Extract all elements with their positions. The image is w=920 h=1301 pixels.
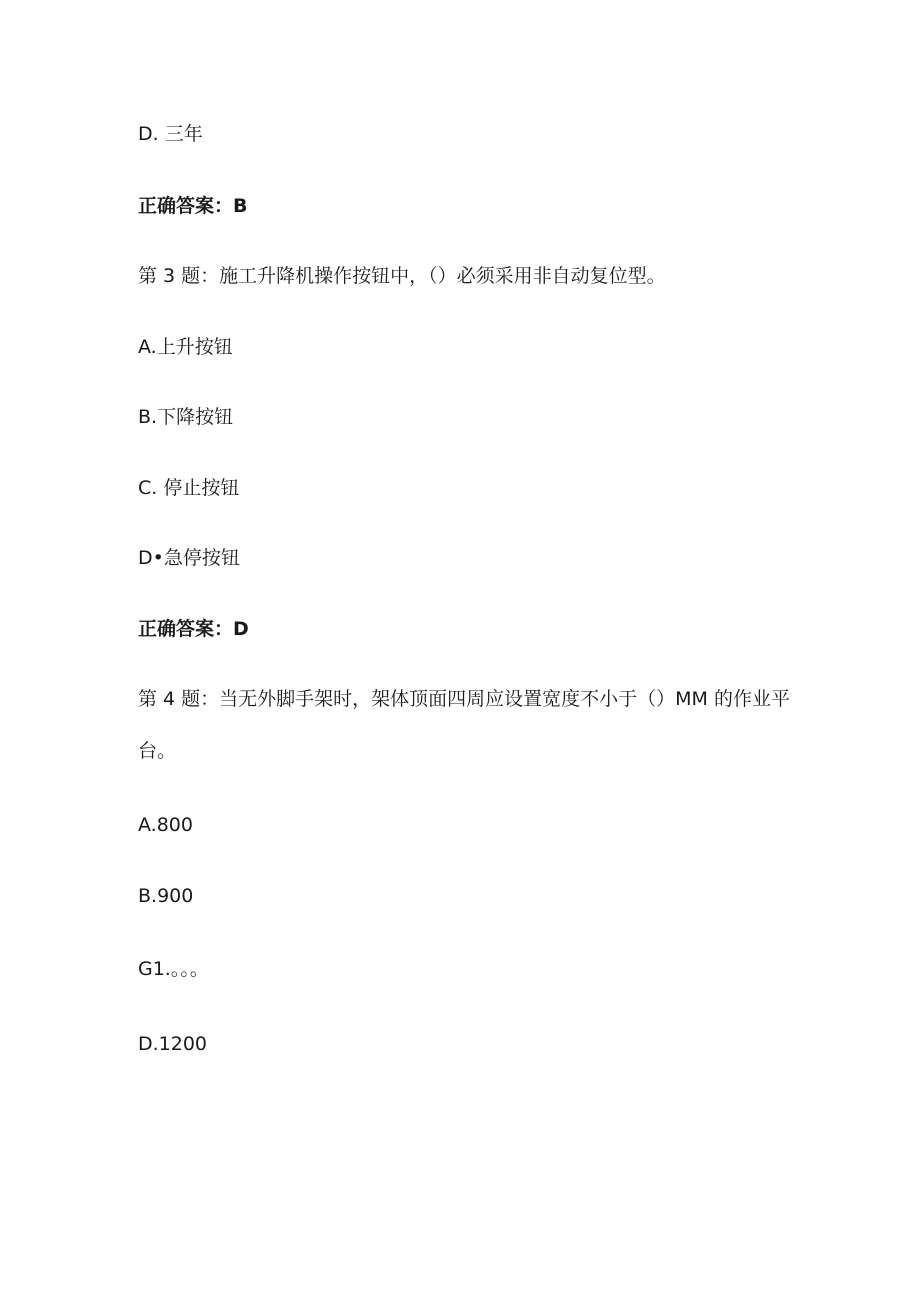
answer-q3: 正确答案：D — [138, 618, 249, 640]
option-c-q3: C. 停止按钮 — [138, 477, 240, 499]
option-d-q4: D.1200 — [138, 1033, 208, 1055]
option-d-q3: D•急停按钮 — [138, 547, 240, 569]
question-4: 第 4 题：当无外脚手架时，架体顶面四周应设置宽度不小于（）MM 的作业平 — [138, 688, 790, 710]
question-4-continued: 台。 — [138, 740, 177, 762]
option-b-q3: B.下降按钮 — [138, 406, 234, 428]
answer-q2: 正确答案：B — [138, 195, 248, 217]
option-a-q3: A.上升按钮 — [138, 336, 233, 358]
option-b-q4: B.900 — [138, 885, 194, 907]
question-3: 第 3 题：施工升降机操作按钮中，（）必须采用非自动复位型。 — [138, 265, 666, 287]
option-c-q4: G1.。。。 — [138, 958, 209, 980]
option-a-q4: A.800 — [138, 814, 193, 836]
option-d-q2: D. 三年 — [138, 123, 203, 145]
